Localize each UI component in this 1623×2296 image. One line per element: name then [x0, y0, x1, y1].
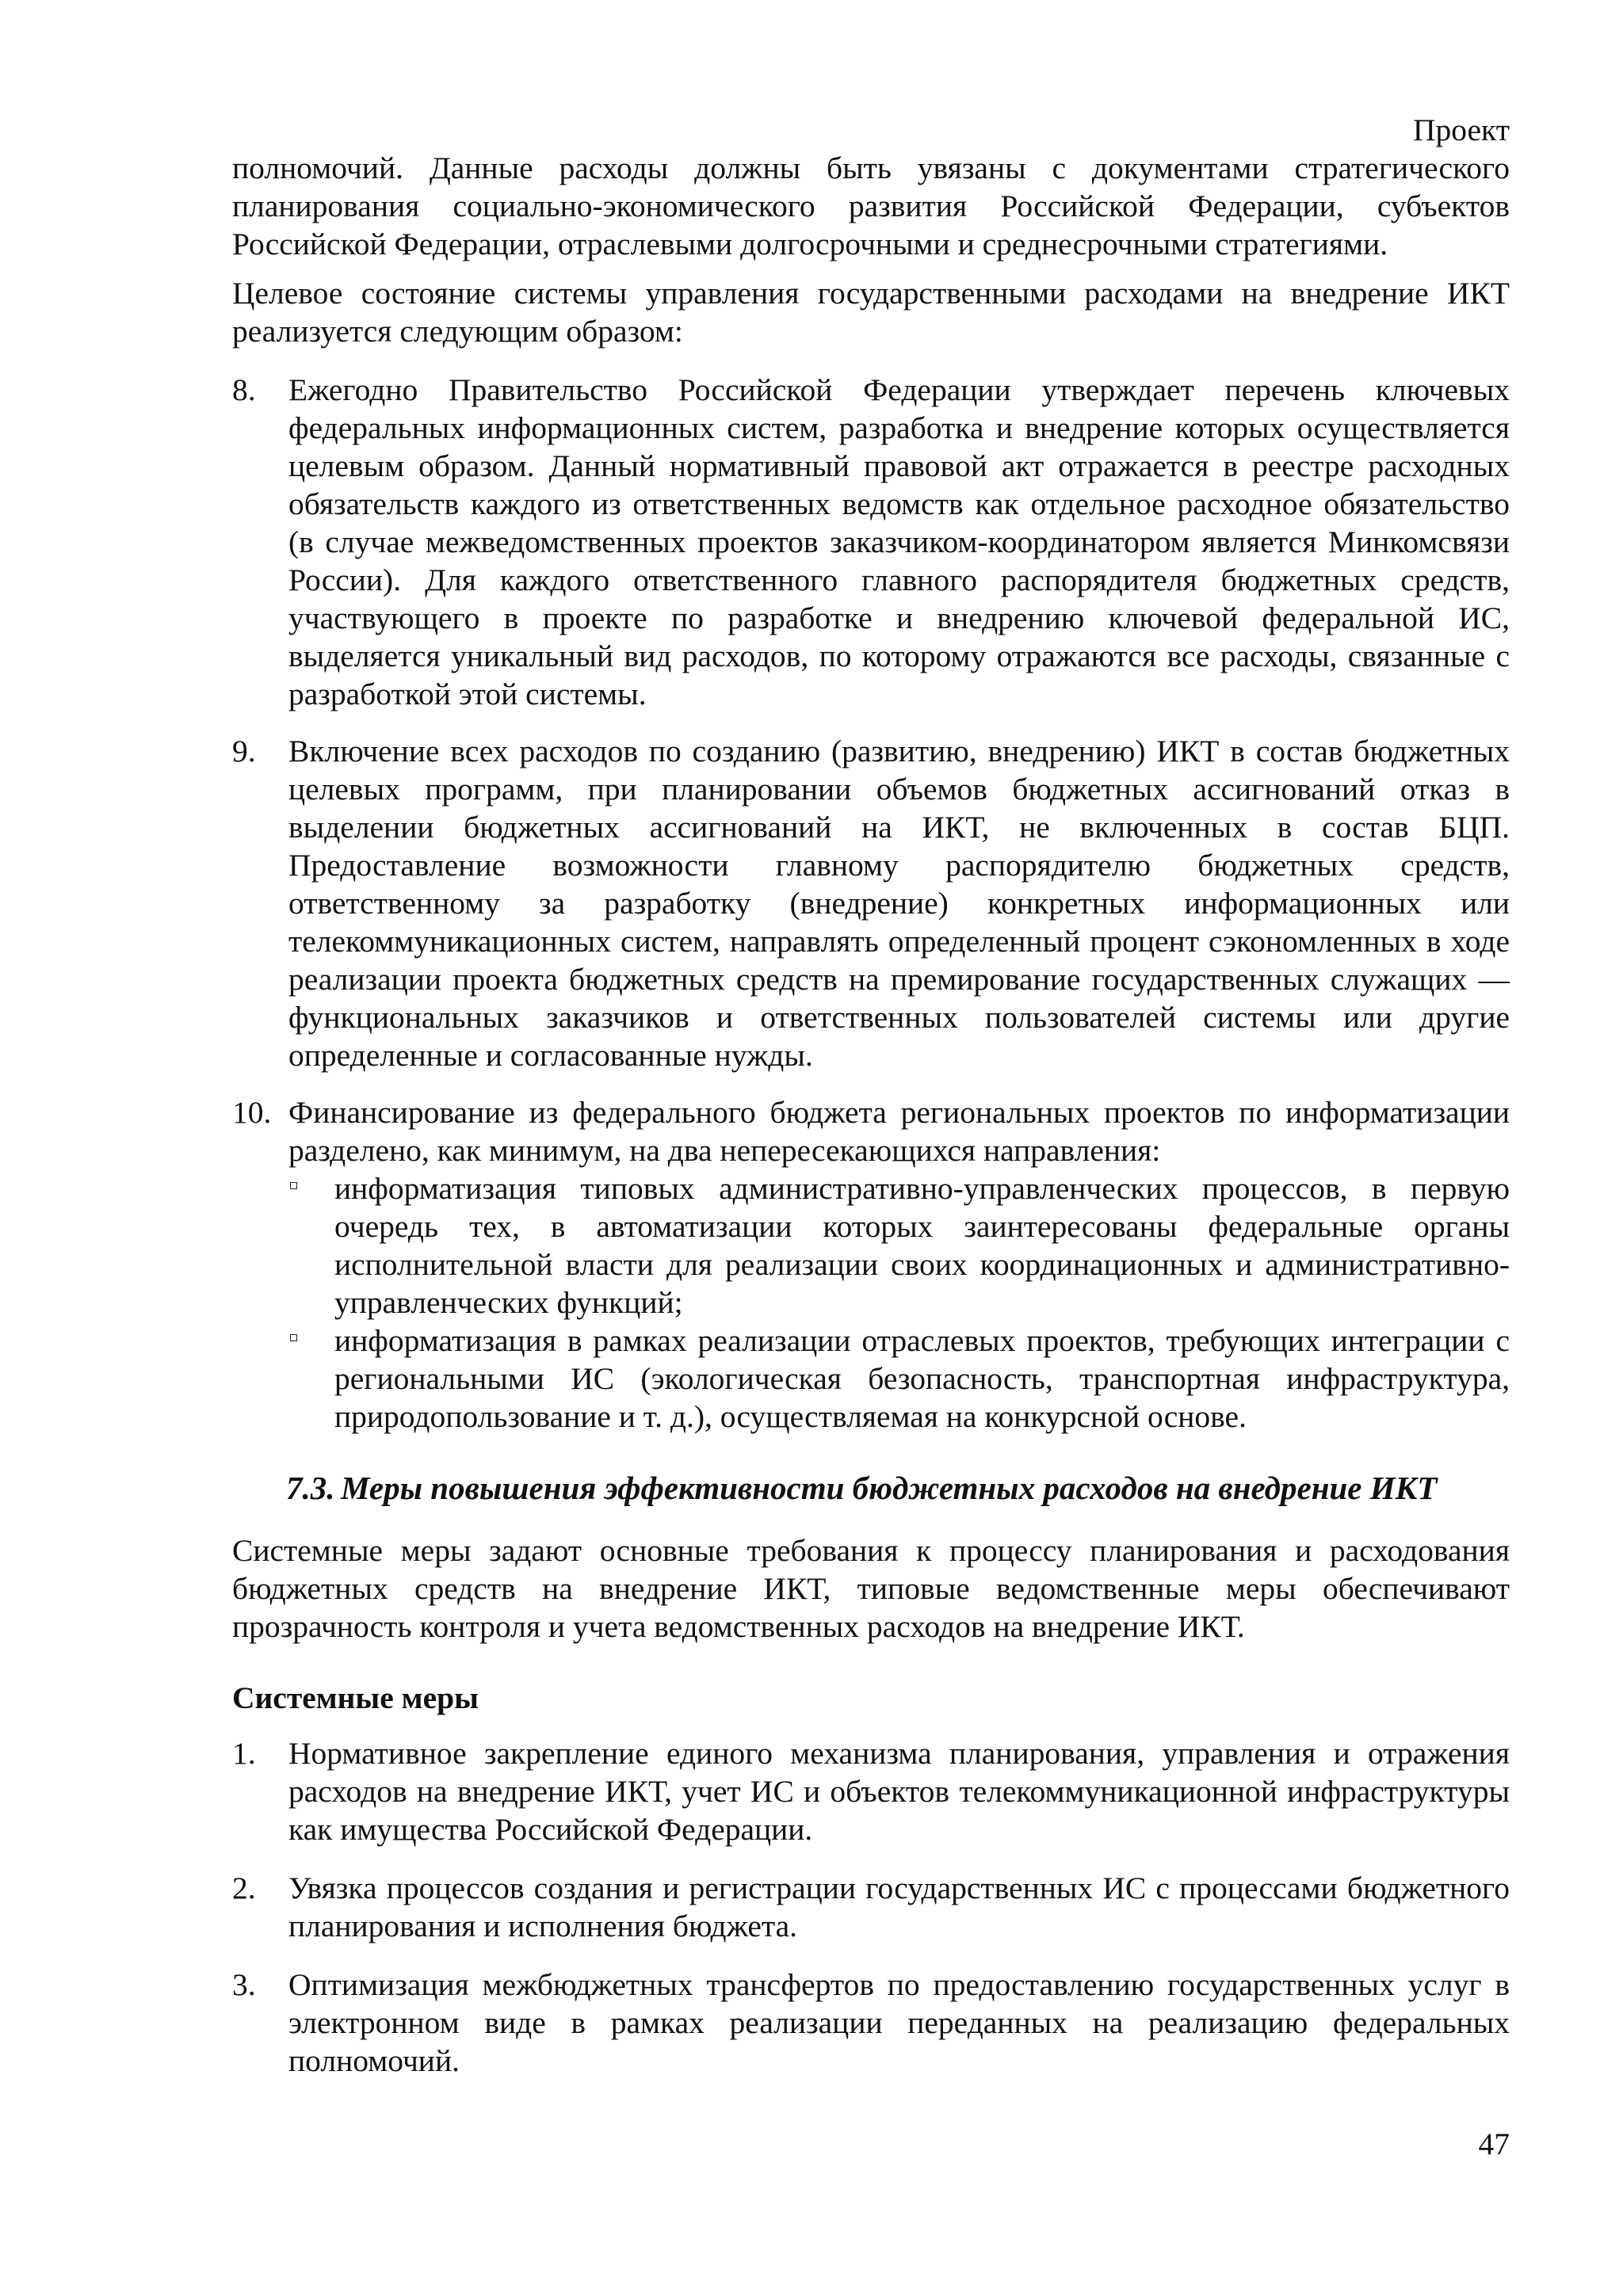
list-item [232, 1734, 1510, 1848]
list-item-number: 1. [232, 1736, 256, 1771]
list-item-text: Финансирование из федерального бюджета региональных проектов по информатизации разделено, как минимум, на два непересекающихся направления: [288, 1095, 1510, 1168]
list-item [232, 732, 1510, 1074]
intro-paragraph-2: Целевое состояние системы управления государственными расходами на внедрение ИКТ реализуется следующим образом: [232, 276, 1510, 349]
system-measures-list [232, 1734, 1510, 2080]
section-title: Меры повышения эффективности бюджетных расходов на внедрение ИКТ [341, 1470, 1438, 1506]
list-item-text: Оптимизация межбюджетных трансфертов по предоставлению государственных услуг в электронном виде в рамках реализации переданных на реализацию федеральных полномочий. [288, 1967, 1510, 2078]
list-item-text: Нормативное закрепление единого механизма планирования, управления и отражения расходов на внедрение ИКТ, учет ИС и объектов телекоммуникационной инфраструктуры как имущества Российской Федерации. [288, 1736, 1510, 1847]
list-item-text: Увязка процессов создания и регистрации государственных ИС с процессами бюджетного планирования и исполнения бюджета. [288, 1871, 1510, 1943]
list-item-number: 9. [232, 734, 256, 769]
square-bullet-icon [290, 1182, 297, 1189]
header-label: Проект [1413, 113, 1510, 147]
target-state-list [232, 371, 1510, 1436]
section-paragraph: Системные меры задают основные требования к процессу планирования и расходования бюджетных средств на внедрение ИКТ, типовые ведомственные меры обеспечивают прозрачность контроля и учета ведомственных расходов на внедрение ИКТ. [232, 1533, 1510, 1644]
list-item [232, 1966, 1510, 2080]
list-item [232, 1093, 1510, 1436]
sub-list [288, 1169, 1510, 1436]
section-number: 7.3. [286, 1470, 335, 1506]
list-item-number: 2. [232, 1871, 256, 1905]
list-item-number: 3. [232, 1967, 256, 2002]
sub-list-item-text: информатизация типовых административно-управленческих процессов, в первую очередь тех, в автоматизации которых заинтересованы федеральные органы исполнительной власти для реализации своих координационных и административно-управленческих функций; [334, 1171, 1510, 1320]
page-body [232, 149, 1510, 2100]
list-item-number: 10. [232, 1095, 272, 1130]
list-item-number: 8. [232, 372, 256, 407]
sub-list-item-text: информатизация в рамках реализации отраслевых проектов, требующих интеграции с региональными ИС (экологическая безопасность, транспортная инфраструктура, природопользование и т. д.), осуществляемая на конкурсной основе. [334, 1323, 1510, 1434]
sub-list-item [288, 1322, 1510, 1436]
subheading: Системные меры [232, 1680, 479, 1715]
section-heading [232, 1469, 1510, 1508]
list-item [232, 371, 1510, 713]
list-item-text: Включение всех расходов по созданию (развитию, внедрению) ИКТ в состав бюджетных целевых программ, при планировании объемов бюджетных ассигнований отказ в выделении бюджетных ассигнований на ИКТ, не включенных в состав БЦП. Предоставление возможности главному распорядителю бюджетных средств, ответственному за разработку (внедрение) конкретных информационных или телекоммуникационных систем, направлять определенный процент сэкономленных в ходе реализации проекта бюджетных средств на премирование государственных служащих — функциональных заказчиков и ответственных пользователей системы или другие определенные и согласованные нужды. [288, 734, 1510, 1073]
intro-paragraph-1: полномочий. Данные расходы должны быть увязаны с документами стратегического планирования социально-экономического развития Российской Федерации, субъектов Российской Федерации, отраслевыми долгосрочными и среднесрочными стратегиями. [232, 151, 1510, 261]
list-item-text: Ежегодно Правительство Российской Федерации утверждает перечень ключевых федеральных информационных систем, разработка и внедрение которых осуществляется целевым образом. Данный нормативный правовой акт отражается в реестре расходных обязательств каждого из ответственных ведомств как отдельное расходное обязательство (в случае межведомственных проектов заказчиком-координатором является Минкомсвязи России). Для каждого ответственного главного распорядителя бюджетных средств, участвующего в проекте по разработке и внедрению ключевой федеральной ИС, выделяется уникальный вид расходов, по которому отражаются все расходы, связанные с разработкой этой системы. [288, 372, 1510, 711]
sub-list-item [288, 1169, 1510, 1322]
list-item [232, 1869, 1510, 1945]
page-number: 47 [1478, 2126, 1510, 2161]
square-bullet-icon [290, 1334, 297, 1341]
